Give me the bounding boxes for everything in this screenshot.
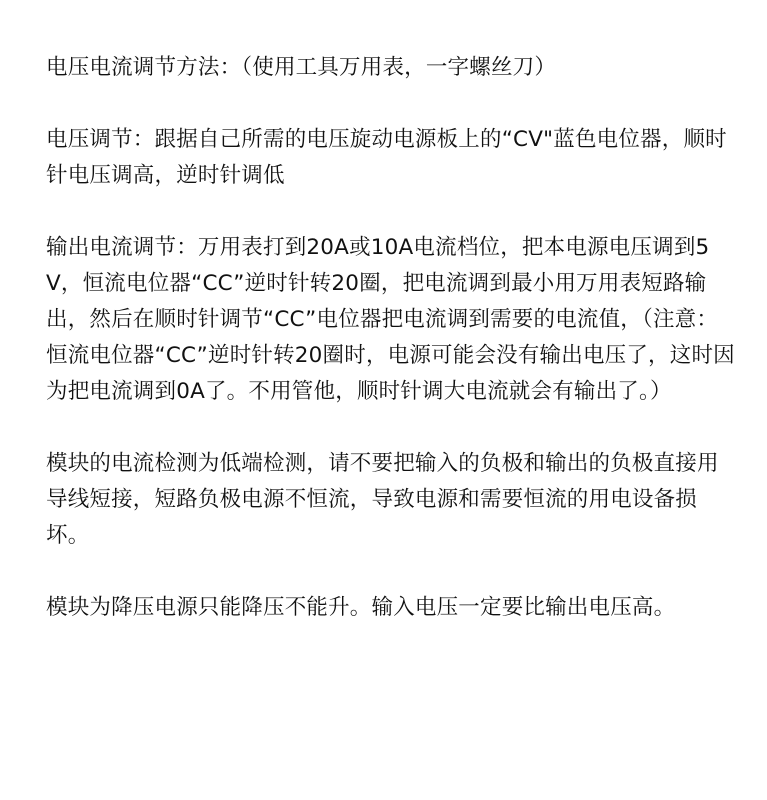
paragraph-buck-note: 模块为降压电源只能降压不能升。输入电压一定要比输出电压高。	[46, 595, 676, 620]
paragraph-adjustment-method: 电压电流调节方法：（使用工具万用表，一字螺丝刀）	[46, 55, 557, 80]
document-body	[46, 50, 736, 626]
paragraph-current-detection: 模块的电流检测为低端检测，请不要把输入的负极和输出的负极直接用导线短接，短路负极电源不恒流，导致电源和需要恒流的用电设备损坏。	[46, 451, 719, 548]
paragraph-current-adjustment: 输出电流调节：万用表打到20A或10A电流档位，把本电源电压调到5V，恒流电位器“CC”逆时针转20圈，把电流调到最小用万用表短路输出，然后在顺时针调节“CC”电位器把电流调到需要的电流值，（注意：恒流电位器“CC”逆时针转20圈时，电源可能会没有输出电压了，这时因为把电流调到0A了。不用管他，顺时针调大电流就会有输出了。）	[46, 235, 735, 404]
paragraph-voltage-adjustment: 电压调节：跟据自己所需的电压旋动电源板上的“CV"蓝色电位器，顺时针电压调高，逆时针调低	[46, 127, 727, 188]
